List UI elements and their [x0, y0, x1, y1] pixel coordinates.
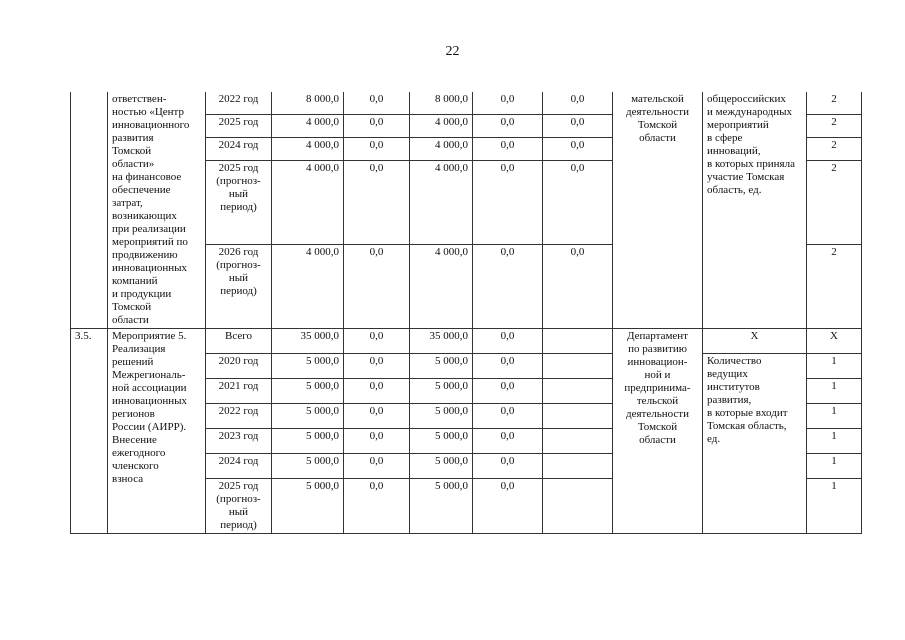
page-number: 22 [445, 44, 460, 59]
indicator-value-cell: 2 [807, 115, 862, 138]
amount-total-cell: 8 000,0 [272, 92, 344, 115]
indicator-value-cell: 2 [807, 138, 862, 161]
amount-federal-cell: 0,0 [344, 245, 410, 329]
indicator-cell: общероссийских и международных мероприятий в сфере инноваций, в которых приняла участие Томская область, ед. [703, 92, 807, 329]
amount-federal-cell: 0,0 [344, 454, 410, 479]
amount-federal-cell: 0,0 [344, 429, 410, 454]
year-cell: 2020 год [206, 354, 272, 379]
number-cell [71, 92, 108, 329]
indicator-value-cell: 1 [807, 404, 862, 429]
amount-extra-cell [543, 354, 613, 379]
amount-regional-cell: 5 000,0 [410, 379, 473, 404]
amount-local-cell: 0,0 [473, 354, 543, 379]
amount-total-cell: 35 000,0 [272, 329, 344, 354]
year-cell: 2022 год [206, 92, 272, 115]
year-cell: 2024 год [206, 138, 272, 161]
amount-regional-cell: 5 000,0 [410, 454, 473, 479]
indicator-value-cell: X [807, 329, 862, 354]
amount-local-cell: 0,0 [473, 161, 543, 245]
program-table [70, 92, 862, 534]
amount-federal-cell: 0,0 [344, 138, 410, 161]
amount-local-cell: 0,0 [473, 404, 543, 429]
indicator-value-cell: 1 [807, 429, 862, 454]
amount-local-cell: 0,0 [473, 379, 543, 404]
amount-total-cell: 5 000,0 [272, 454, 344, 479]
amount-regional-cell: 5 000,0 [410, 354, 473, 379]
year-cell: Всего [206, 329, 272, 354]
amount-extra-cell [543, 454, 613, 479]
amount-extra-cell: 0,0 [543, 161, 613, 245]
amount-extra-cell [543, 479, 613, 534]
year-cell: 2025 год (прогноз- ный период) [206, 479, 272, 534]
indicator-value-cell: 2 [807, 245, 862, 329]
amount-federal-cell: 0,0 [344, 161, 410, 245]
amount-local-cell: 0,0 [473, 115, 543, 138]
measure-block-3-5 [71, 329, 862, 534]
indicator-value-cell: 1 [807, 479, 862, 534]
year-cell: 2025 год (прогноз- ный период) [206, 161, 272, 245]
amount-federal-cell: 0,0 [344, 379, 410, 404]
amount-total-cell: 4 000,0 [272, 138, 344, 161]
indicator-cell-total: X [703, 329, 807, 354]
amount-extra-cell [543, 379, 613, 404]
amount-local-cell: 0,0 [473, 92, 543, 115]
year-cell: 2025 год [206, 115, 272, 138]
table-row [71, 92, 862, 115]
amount-total-cell: 5 000,0 [272, 429, 344, 454]
amount-local-cell: 0,0 [473, 479, 543, 534]
amount-total-cell: 5 000,0 [272, 379, 344, 404]
indicator-value-cell: 1 [807, 379, 862, 404]
amount-total-cell: 5 000,0 [272, 354, 344, 379]
amount-total-cell: 4 000,0 [272, 115, 344, 138]
number-cell: 3.5. [71, 329, 108, 534]
measure-name-cell: Мероприятие 5. Реализация решений Межрегиональ- ной ассоциации инновационных регионов России (АИРР). Внесение ежегодного членского взноса [108, 329, 206, 534]
amount-federal-cell: 0,0 [344, 92, 410, 115]
amount-federal-cell: 0,0 [344, 115, 410, 138]
amount-extra-cell: 0,0 [543, 138, 613, 161]
amount-regional-cell: 4 000,0 [410, 245, 473, 329]
amount-local-cell: 0,0 [473, 138, 543, 161]
year-cell: 2021 год [206, 379, 272, 404]
year-cell: 2024 год [206, 454, 272, 479]
amount-total-cell: 4 000,0 [272, 245, 344, 329]
amount-extra-cell [543, 429, 613, 454]
executor-cell: мательской деятельности Томской области [613, 92, 703, 329]
amount-total-cell: 5 000,0 [272, 404, 344, 429]
amount-regional-cell: 5 000,0 [410, 429, 473, 454]
amount-extra-cell: 0,0 [543, 92, 613, 115]
amount-extra-cell [543, 404, 613, 429]
year-cell: 2026 год (прогноз- ный период) [206, 245, 272, 329]
indicator-cell: Количество ведущих институтов развития, в которые входит Томская область, ед. [703, 354, 807, 534]
amount-federal-cell: 0,0 [344, 329, 410, 354]
amount-regional-cell: 5 000,0 [410, 404, 473, 429]
amount-extra-cell: 0,0 [543, 245, 613, 329]
amount-total-cell: 4 000,0 [272, 161, 344, 245]
executor-cell: Департамент по развитию инновацион- ной и предпринима- тельской деятельности Томской области [613, 329, 703, 534]
year-cell: 2023 год [206, 429, 272, 454]
amount-total-cell: 5 000,0 [272, 479, 344, 534]
amount-regional-cell: 8 000,0 [410, 92, 473, 115]
amount-regional-cell: 35 000,0 [410, 329, 473, 354]
table-row-total [71, 329, 862, 354]
amount-local-cell: 0,0 [473, 245, 543, 329]
measure-name-cell: ответствен- ностью «Центр инновационного развития Томской области» на финансовое обеспечение затрат, возникающих при реализации мероприятий по продвижению инновационных компаний и продукции Томской области [108, 92, 206, 329]
amount-local-cell: 0,0 [473, 329, 543, 354]
amount-local-cell: 0,0 [473, 454, 543, 479]
indicator-value-cell: 2 [807, 92, 862, 115]
amount-extra-cell [543, 329, 613, 354]
indicator-value-cell: 2 [807, 161, 862, 245]
amount-local-cell: 0,0 [473, 429, 543, 454]
amount-regional-cell: 4 000,0 [410, 161, 473, 245]
measure-block-continuation [71, 92, 862, 329]
amount-extra-cell: 0,0 [543, 115, 613, 138]
amount-federal-cell: 0,0 [344, 479, 410, 534]
year-cell: 2022 год [206, 404, 272, 429]
indicator-value-cell: 1 [807, 354, 862, 379]
amount-federal-cell: 0,0 [344, 404, 410, 429]
amount-regional-cell: 5 000,0 [410, 479, 473, 534]
amount-regional-cell: 4 000,0 [410, 138, 473, 161]
amount-regional-cell: 4 000,0 [410, 115, 473, 138]
amount-federal-cell: 0,0 [344, 354, 410, 379]
indicator-value-cell: 1 [807, 454, 862, 479]
